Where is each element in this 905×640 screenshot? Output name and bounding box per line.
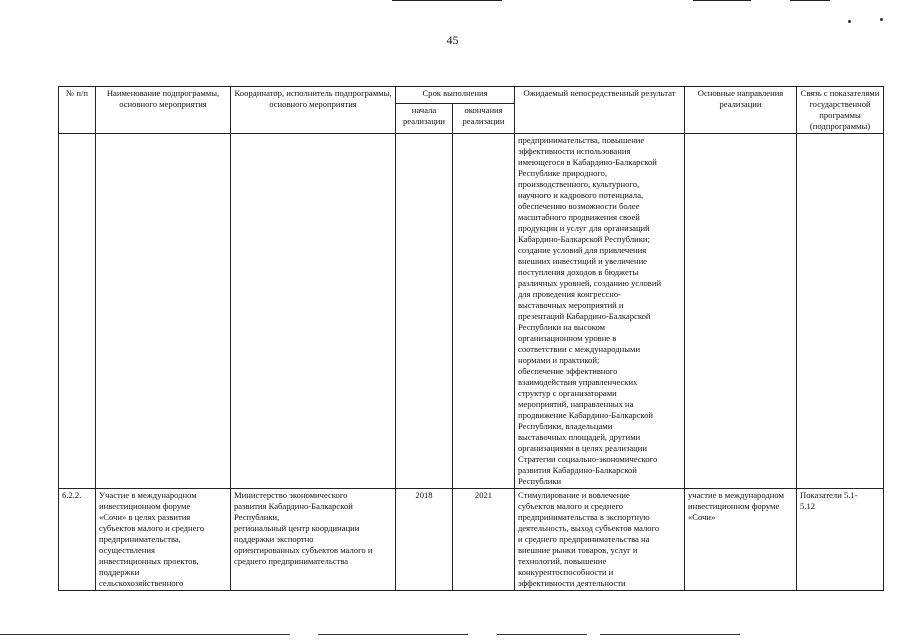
scan-line (0, 634, 290, 635)
header-name: Наименование подпрограммы, основного мероприятия (96, 87, 231, 134)
cell-link: Показатели 5.1- 5.12 (797, 489, 884, 591)
scan-dot (848, 20, 851, 23)
cell-coordinator: Министерство экономического развития Кабардино-Балкарской Республики, региональный центр координации поддержки экспортно ориентированных субъектов малого и среднего предпринимательства (231, 489, 396, 591)
scan-line (790, 0, 830, 1)
cell-coordinator (231, 134, 396, 489)
cell-name (96, 134, 231, 489)
scan-line (693, 0, 751, 1)
header-term: Срок выполнения (396, 87, 515, 104)
cell-link (797, 134, 884, 489)
cell-num (59, 134, 96, 489)
page-number: 45 (446, 33, 459, 47)
cell-end: 2021 (453, 489, 515, 591)
cell-end (453, 134, 515, 489)
header-result: Ожидаемый непосредственный результат (515, 87, 685, 134)
cell-result: предпринимательства, повышение эффективности использования имеющегося в Кабардино-Балкарской Республике природного, производственного, культурного, научного и кадрового потенциала, обеспечению возможности более масштабного продвижения своей продукции и услуг для организаций Кабардино-Балкарской Республики; создание условий для привлечения внешних инвестиций и увеличение поступления доходов в бюджеты различных уровней, созданию условий для проведения конгрессно- выставочных мероприятий и презентаций Кабардино-Балкарской Республики на высоком организационном уровне в соответствии с международными нормами и практикой; обеспечение эффективного взаимодействия управленческих структур с организаторами мероприятий, направленных на продвижение Кабардино-Балкарской Республики, владельцами выставочных площадей, другими организациями в целях реализации Стратегии социально-экономического развития Кабардино-Балкарской Республики (515, 134, 685, 489)
table-row-6-2-2 (59, 489, 884, 591)
header-row (59, 87, 884, 104)
header-coordinator: Координатор, исполнитель подпрограммы, основного мероприятия (231, 87, 396, 134)
program-table (58, 86, 884, 591)
scan-line (497, 634, 587, 635)
cell-name: Участие в международном инвестиционном форуме «Сочи» в целях развития субъектов малого и среднего предпринимательства, осуществления инвестиционных проектов, поддержки сельскохозяйственного (96, 489, 231, 591)
scan-line (392, 0, 502, 1)
table-row-continued (59, 134, 884, 489)
scan-line (600, 634, 740, 635)
cell-directions (685, 134, 797, 489)
scan-dot (880, 18, 883, 21)
cell-result: Стимулирование и вовлечение субъектов малого и среднего предпринимательства в экспортную деятельность, выход субъектов малого и среднего предпринимательства на внешние рынки товаров, услуг и технологий, повышение конкурентоспособности и эффективности деятельности (515, 489, 685, 591)
header-end: окончания реализации (453, 103, 515, 133)
cell-num: 6.2.2. (59, 489, 96, 591)
cell-start (396, 134, 453, 489)
header-link: Связь с показателями государственной программы (подпрограммы) (797, 87, 884, 134)
cell-start: 2018 (396, 489, 453, 591)
cell-directions: участие в международном инвестиционном форуме «Сочи» (685, 489, 797, 591)
header-num: № п/п (59, 87, 96, 134)
header-start: начала реализации (396, 103, 453, 133)
scan-line (318, 634, 468, 635)
header-directions: Основные направления реализации (685, 87, 797, 134)
